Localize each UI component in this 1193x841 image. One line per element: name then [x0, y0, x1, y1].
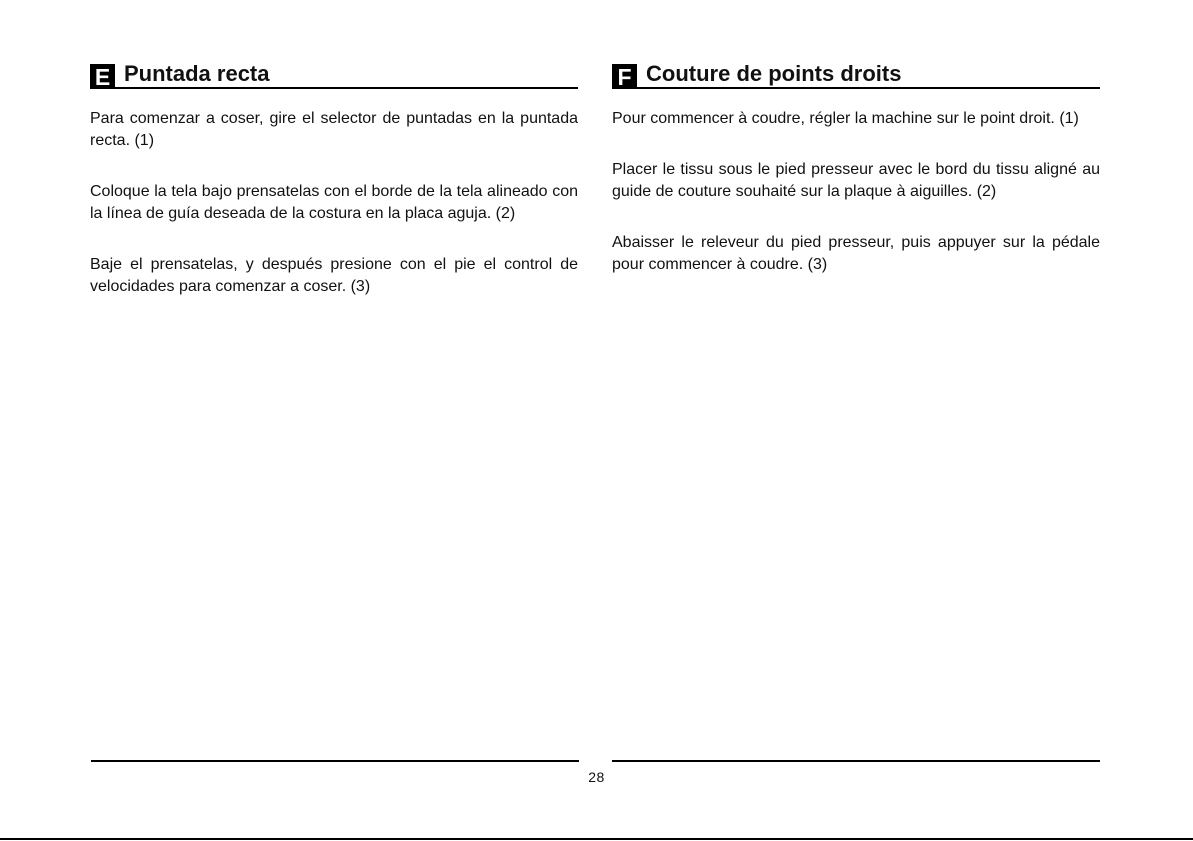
- section-title: Couture de points droits: [646, 61, 902, 86]
- language-badge: F: [612, 64, 637, 89]
- section-header: [612, 58, 1100, 89]
- section-body: [90, 108, 578, 298]
- section-title: Puntada recta: [124, 61, 270, 86]
- paragraph: Baje el prensatelas, y después presione con el pie el control de velocidades para comenzar a coser. (3): [90, 256, 578, 295]
- paragraph: Coloque la tela bajo prensatelas con el borde de la tela alineado con la línea de guía deseada de la costura en la placa aguja. (2): [90, 183, 578, 222]
- paragraph: Abaisser le releveur du pied presseur, puis appuyer sur la pédale pour commencer à coudre. (3): [612, 234, 1100, 273]
- page-bottom-edge: [0, 838, 1193, 840]
- section-body: [612, 108, 1100, 276]
- language-badge: E: [90, 64, 115, 89]
- footer-divider-right: [612, 760, 1100, 762]
- paragraph: Para comenzar a coser, gire el selector de puntadas en la puntada recta. (1): [90, 110, 578, 149]
- paragraph: Pour commencer à coudre, régler la machine sur le point droit. (1): [612, 110, 1079, 127]
- section-header: [90, 58, 578, 89]
- section-french: [612, 58, 1100, 305]
- section-spanish: [90, 58, 578, 327]
- page-number: 28: [588, 769, 605, 785]
- paragraph: Placer le tissu sous le pied presseur avec le bord du tissu aligné au guide de couture souhaité sur la plaque à aiguilles. (2): [612, 161, 1100, 200]
- footer-divider-left: [91, 760, 579, 762]
